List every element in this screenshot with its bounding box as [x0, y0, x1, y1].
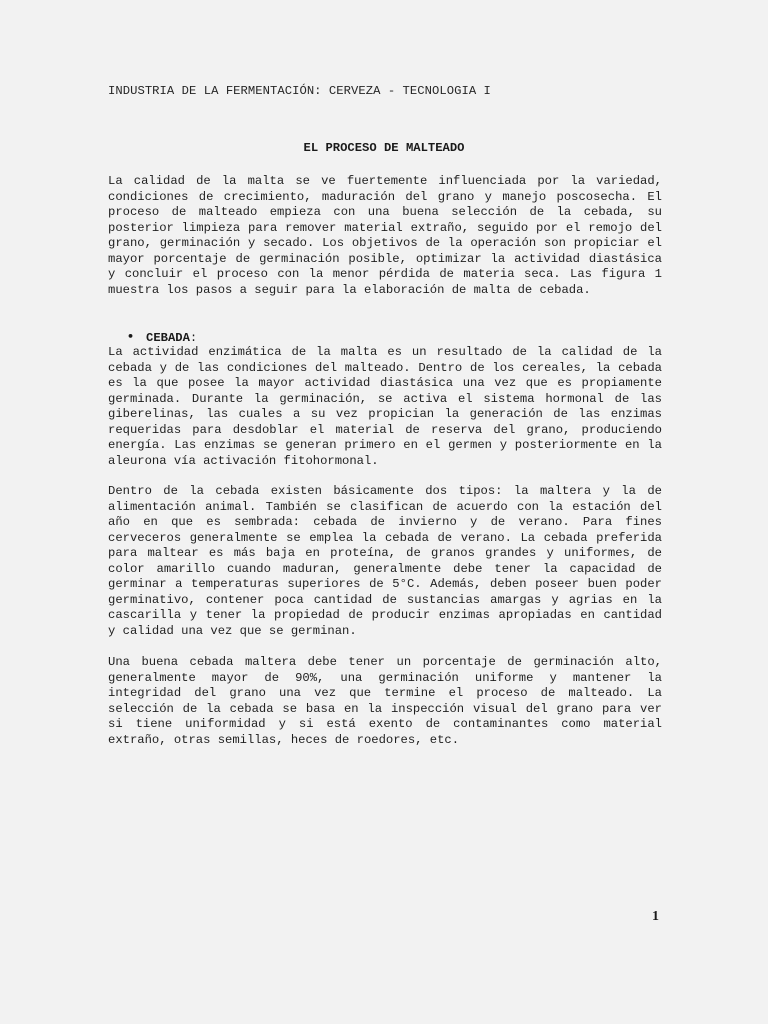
cebada-paragraph-3: Una buena cebada maltera debe tener un porcentaje de germinación alto, generalmente mayor de 90%, una germinación uniforme y mantener la integridad del grano una vez que termine el proceso de malteado. La selección de la cebada se basa en la inspección visual del grano para ver si tiene uniformidad y si está exento de contaminantes como material extraño, otras semillas, heces de roedores, etc.	[108, 655, 662, 747]
cebada-paragraph-1: La actividad enzimática de la malta es un resultado de la calidad de la cebada y de las condiciones del malteado. Dentro de los cereales, la cebada es la que posee la mayor actividad diastásica una vez que es propiamente germinada. Durante la germinación, se activa el sistema hormonal de las giberelinas, las cuales a su vez propician la generación de las enzimas requeridas para desdoblar el material de reserva del grano, produciendo energía. Las enzimas se generan primero en el germen y posteriormente en la aleurona vía activación fitohormonal.	[108, 345, 662, 468]
intro-paragraph: La calidad de la malta se ve fuertemente influenciada por la variedad, condiciones de crecimiento, maduración del grano y manejo poscosecha. El proceso de malteado empieza con una buena selección de la cebada, su posterior limpieza para remover material extraño, seguido por el remojo del grano, germinación y secado. Los objetivos de la operación son propiciar el mayor porcentaje de germinación posible, optimizar la actividad diastásica y concluir el proceso con la menor pérdida de materia seca. Las figura 1 muestra los pasos a seguir para la elaboración de malta de cebada.	[108, 174, 662, 297]
running-header: INDUSTRIA DE LA FERMENTACIÓN: CERVEZA - TECNOLOGIA I	[108, 84, 491, 98]
section-heading-label: CEBADA	[146, 331, 190, 345]
document-title: EL PROCESO DE MALTEADO	[303, 141, 465, 155]
cebada-paragraph-2: Dentro de la cebada existen básicamente dos tipos: la maltera y la de alimentación animal. También se clasifican de acuerdo con la estación del año en que es sembrada: cebada de invierno y de verano. Para fines cerveceros generalmente se emplea la cebada de verano. La cebada preferida para maltear es más baja en proteína, de granos grandes y uniformes, de color amarillo cuando maduran, generalmente debe tener la capacidad de germinar a temperaturas superiores de 5°C. Además, deben poseer buen poder germinativo, contener poca cantidad de sustancias amargas y agrias en la cascarilla y tener la propiedad de producir enzimas apropiadas en cantidad y calidad una vez que se germinan.	[108, 484, 662, 638]
section-heading-colon: :	[189, 331, 198, 345]
bullet-icon: •	[127, 330, 135, 343]
page-number: 1	[652, 909, 659, 924]
section-heading-cebada	[127, 330, 197, 345]
